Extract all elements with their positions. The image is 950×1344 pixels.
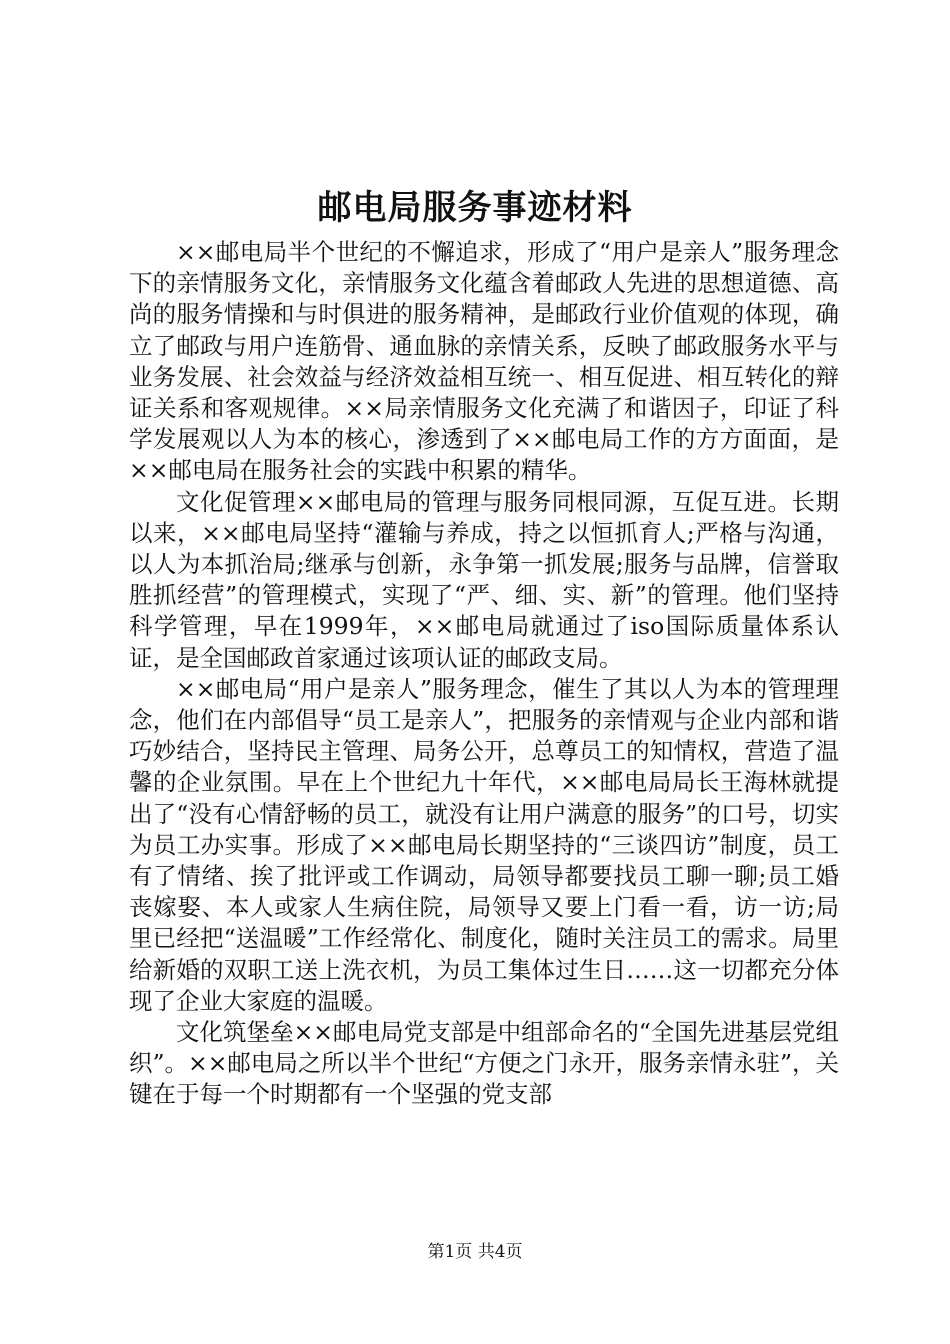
paragraph: ××邮电局“用户是亲人”服务理念，催生了其以人为本的管理理念，他们在内部倡导“员工是亲人”，把服务的亲情观与企业内部和谐巧妙结合，坚持民主管理、局务公开，总尊员工的知情权，营造了温馨的企业氛围。早在上个世纪九十年代，××邮电局局长王海林就提出了“没有心情舒畅的员工，就没有让用户满意的服务”的口号，切实为员工办实事。形成了××邮电局长期坚持的“三谈四访”制度，员工有了情绪、挨了批评或工作调动，局领导都要找员工聊一聊;员工婚丧嫁娶、本人或家人生病住院，局领导又要上门看一看，访一访;局里已经把“送温暖”工作经常化、制度化，随时关注员工的需求。局里给新婚的双职工送上洗衣机，为员工集体过生日……这一切都充分体现了企业大家庭的温暖。	[129, 674, 839, 1015]
page-number-footer: 第1页 共4页	[427, 1242, 523, 1262]
document-title: 邮电局服务事迹材料	[317, 188, 633, 228]
paragraph: 文化促管理××邮电局的管理与服务同根同源，互促互进。长期以来，××邮电局坚持“灌输与养成，持之以恒抓育人;严格与沟通，以人为本抓治局;继承与创新，永争第一抓发展;服务与品牌，信誉取胜抓经营”的管理模式，实现了“严、细、实、新”的管理。他们坚持科学管理，早在1999年，××邮电局就通过了iso国际质量体系认证，是全国邮政首家通过该项认证的邮政支局。	[129, 487, 839, 672]
paragraph: 文化筑堡垒××邮电局党支部是中组部命名的“全国先进基层党组织”。××邮电局之所以半个世纪“方便之门永开，服务亲情永驻”，关键在于每一个时期都有一个坚强的党支部	[129, 1018, 839, 1109]
paragraph: ××邮电局半个世纪的不懈追求，形成了“用户是亲人”服务理念下的亲情服务文化，亲情服务文化蕴含着邮政人先进的思想道德、高尚的服务情操和与时俱进的服务精神，是邮政行业价值观的体现，确立了邮政与用户连筋骨、通血脉的亲情关系，反映了邮政服务水平与业务发展、社会效益与经济效益相互统一、相互促进、相互转化的辩证关系和客观规律。××局亲情服务文化充满了和谐因子，印证了科学发展观以人为本的核心，渗透到了××邮电局工作的方方面面，是××邮电局在服务社会的实践中积累的精华。	[129, 238, 839, 485]
document-body	[129, 237, 839, 1111]
